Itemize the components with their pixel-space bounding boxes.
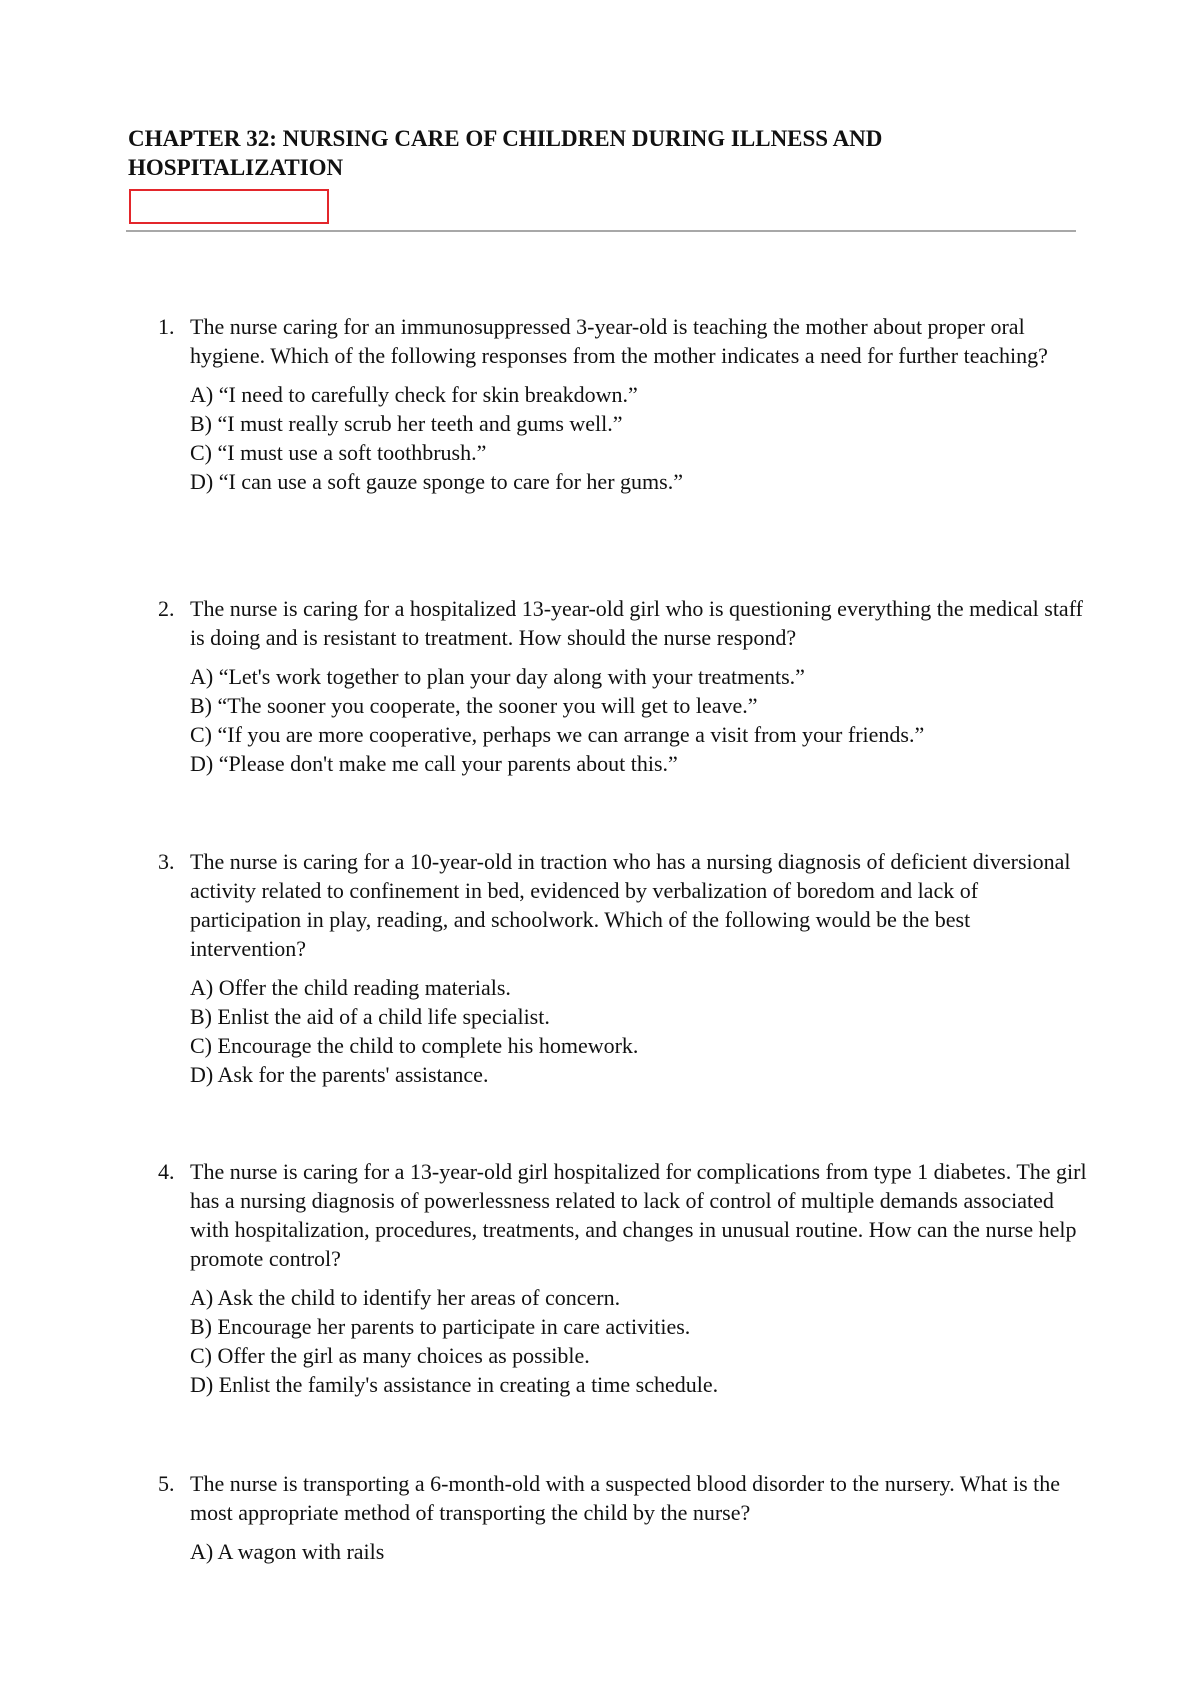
question-number: 3.	[158, 849, 175, 874]
answer-choice-b: B) “I must really scrub her teeth and gums well.”	[190, 411, 623, 436]
question-4	[158, 1157, 1088, 1399]
answer-choice-b: B) “The sooner you cooperate, the sooner you will get to leave.”	[190, 693, 758, 718]
question-number: 4.	[158, 1159, 175, 1184]
question-5	[158, 1469, 1088, 1566]
question-3	[158, 847, 1088, 1089]
chapter-title: CHAPTER 32: NURSING CARE OF CHILDREN DURING ILLNESS AND HOSPITALIZATION	[128, 126, 883, 180]
question-number: 1.	[158, 314, 175, 339]
answer-choice-a: A) A wagon with rails	[190, 1539, 385, 1564]
question-1	[158, 312, 1088, 496]
answer-choice-d: D) Enlist the family's assistance in creating a time schedule.	[190, 1372, 719, 1397]
question-number: 2.	[158, 596, 175, 621]
answer-choice-c: C) Offer the girl as many choices as possible.	[190, 1343, 590, 1368]
answer-choices	[190, 662, 1088, 778]
answer-choice-a: A) “I need to carefully check for skin breakdown.”	[190, 382, 638, 407]
answer-choice-c: C) “If you are more cooperative, perhaps we can arrange a visit from your friends.”	[190, 722, 925, 747]
question-number: 5.	[158, 1471, 175, 1496]
answer-choice-c: C) “I must use a soft toothbrush.”	[190, 440, 487, 465]
question-text: The nurse caring for an immunosuppressed 3-year-old is teaching the mother about proper oral hygiene. Which of the following responses from the mother indicates a need for further teaching?	[190, 314, 1048, 368]
answer-choice-d: D) Ask for the parents' assistance.	[190, 1062, 489, 1087]
header-divider	[126, 230, 1076, 232]
question-text: The nurse is caring for a 13-year-old girl hospitalized for complications from type 1 diabetes. The girl has a nursing diagnosis of powerlessness related to lack of control of multiple demands associated with hospitalization, procedures, treatments, and changes in unusual routine. How can the nurse help promote control?	[190, 1159, 1087, 1271]
question-text: The nurse is caring for a 10-year-old in traction who has a nursing diagnosis of deficient diversional activity related to confinement in bed, evidenced by verbalization of boredom and lack of participation in play, reading, and schoolwork. Which of the following would be the best intervention?	[190, 849, 1071, 961]
answer-choice-d: D) “Please don't make me call your parents about this.”	[190, 751, 678, 776]
answer-choices	[190, 380, 1088, 496]
answer-choices	[190, 973, 1088, 1089]
answer-choice-d: D) “I can use a soft gauze sponge to care for her gums.”	[190, 469, 683, 494]
answer-choices	[190, 1537, 1088, 1566]
answer-choices	[190, 1283, 1088, 1399]
answer-choice-c: C) Encourage the child to complete his homework.	[190, 1033, 639, 1058]
question-2	[158, 594, 1088, 778]
redaction-box	[129, 189, 329, 224]
answer-choice-a: A) Ask the child to identify her areas of concern.	[190, 1285, 621, 1310]
answer-choice-a: A) “Let's work together to plan your day along with your treatments.”	[190, 664, 805, 689]
question-text: The nurse is caring for a hospitalized 13-year-old girl who is questioning everything the medical staff is doing and is resistant to treatment. How should the nurse respond?	[190, 596, 1083, 650]
question-text: The nurse is transporting a 6-month-old with a suspected blood disorder to the nursery. What is the most appropriate method of transporting the child by the nurse?	[190, 1471, 1061, 1525]
answer-choice-a: A) Offer the child reading materials.	[190, 975, 511, 1000]
answer-choice-b: B) Enlist the aid of a child life specialist.	[190, 1004, 550, 1029]
answer-choice-b: B) Encourage her parents to participate in care activities.	[190, 1314, 691, 1339]
